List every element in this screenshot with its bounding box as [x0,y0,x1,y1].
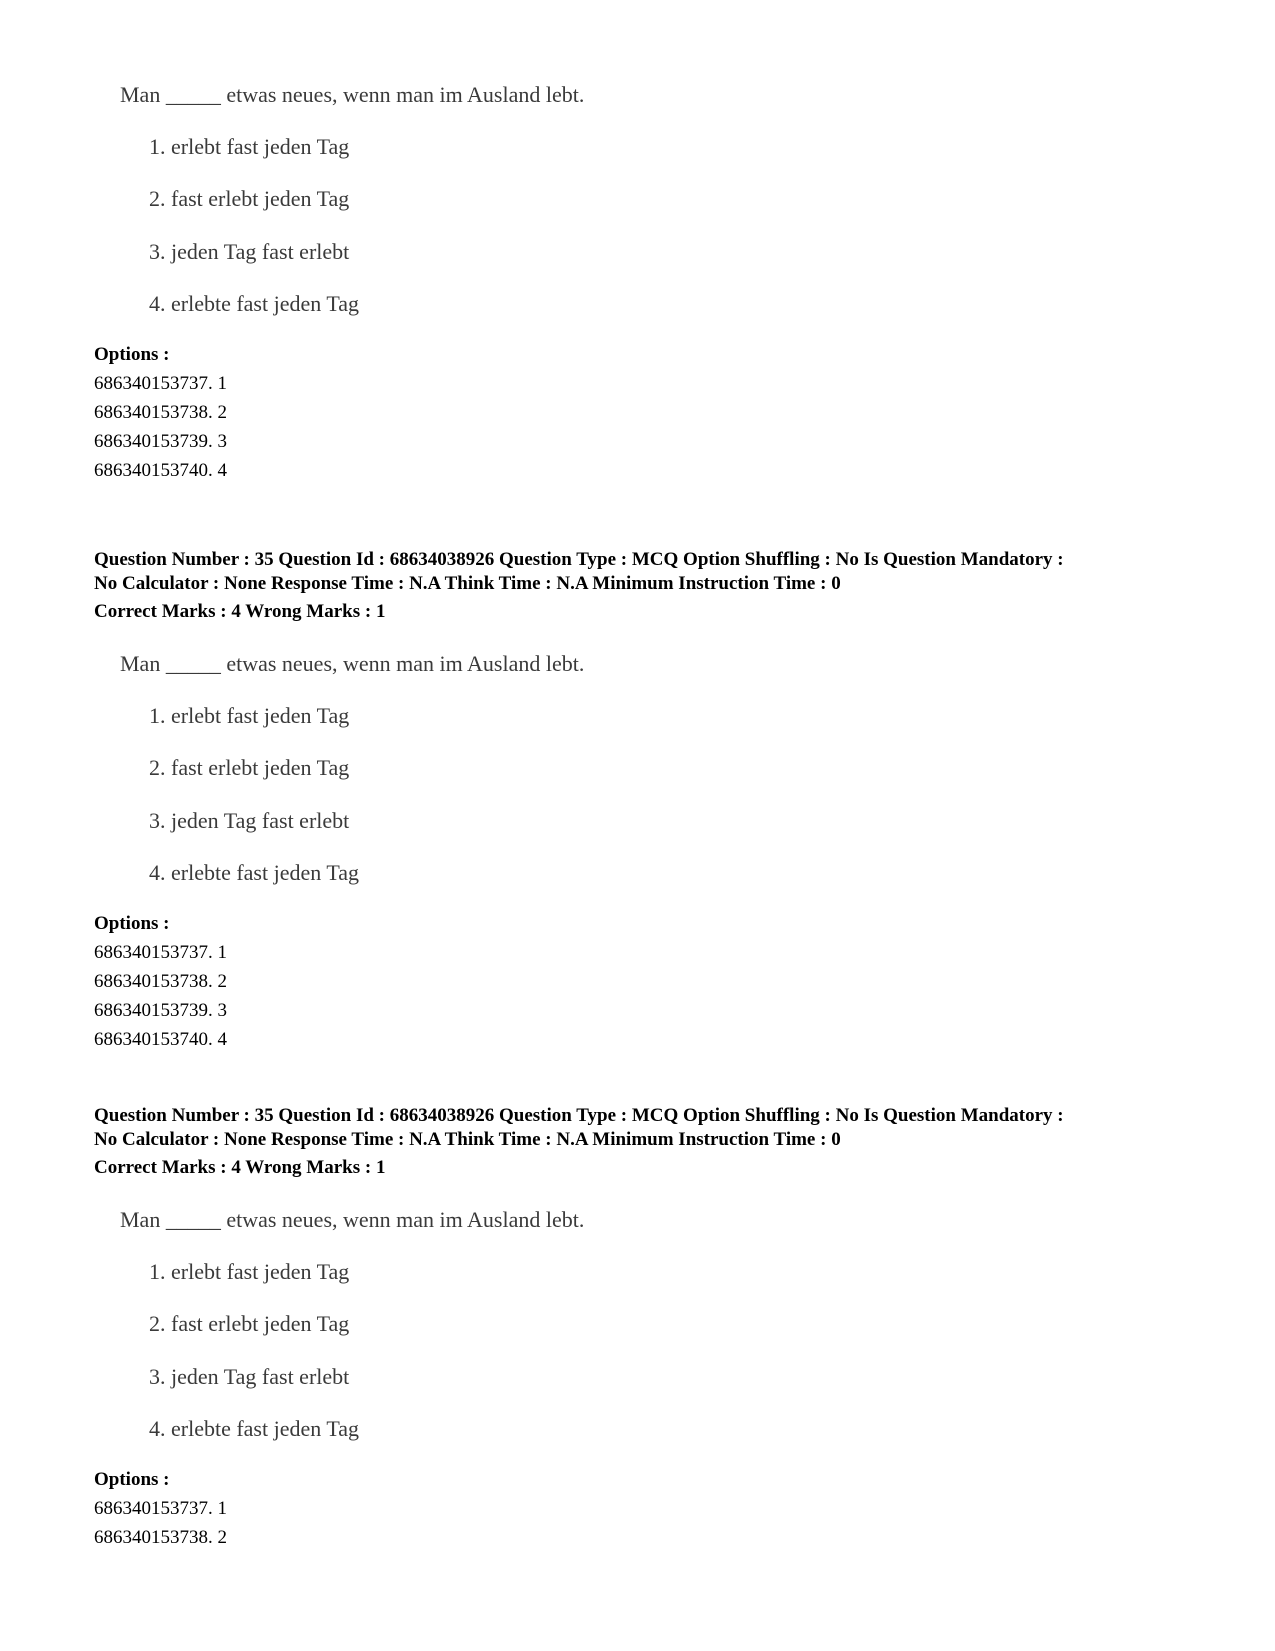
question-stem: Man _____ etwas neues, wenn man im Ausland lebt. [120,82,585,107]
question-block-0 [94,80,1214,485]
option-row: 686340153740. 4 [94,1029,227,1050]
option-row: 686340153737. 1 [94,1498,227,1519]
choice-3: 3. jeden Tag fast erlebt [149,808,350,833]
question-block-2 [94,1104,1214,1552]
choice-4: 4. erlebte fast jeden Tag [149,860,360,885]
question-marks: Correct Marks : 4 Wrong Marks : 1 [94,1157,386,1178]
choice-1: 1. erlebt fast jeden Tag [149,1259,350,1284]
choice-1: 1. erlebt fast jeden Tag [149,703,350,728]
choice-3: 3. jeden Tag fast erlebt [149,239,350,264]
choice-2: 2. fast erlebt jeden Tag [149,1311,350,1336]
choice-1: 1. erlebt fast jeden Tag [149,134,350,159]
question-meta-line-2: No Calculator : None Response Time : N.A Think Time : N.A Minimum Instruction Time : 0 [94,573,841,594]
option-row: 686340153740. 4 [94,460,227,481]
choice-4: 4. erlebte fast jeden Tag [149,291,360,316]
question-meta-line-1: Question Number : 35 Question Id : 68634038926 Question Type : MCQ Option Shuffling : No Is Question Mandatory : [94,549,1064,570]
option-row: 686340153737. 1 [94,942,227,963]
question-image [94,80,1214,330]
question-block-1 [94,548,1214,1054]
option-row: 686340153738. 2 [94,1527,227,1548]
question-meta-line-2: No Calculator : None Response Time : N.A Think Time : N.A Minimum Instruction Time : 0 [94,1129,841,1150]
options-heading: Options : [94,1469,170,1490]
question-image [94,1205,1214,1455]
question-meta [94,548,1214,624]
choice-4: 4. erlebte fast jeden Tag [149,1416,360,1441]
choice-3: 3. jeden Tag fast erlebt [149,1364,350,1389]
choice-2: 2. fast erlebt jeden Tag [149,755,350,780]
option-row: 686340153739. 3 [94,1000,227,1021]
options-heading: Options : [94,913,170,934]
question-meta [94,1104,1214,1180]
option-row: 686340153738. 2 [94,402,227,423]
option-row: 686340153737. 1 [94,373,227,394]
question-marks: Correct Marks : 4 Wrong Marks : 1 [94,601,386,622]
options-heading: Options : [94,344,170,365]
option-row: 686340153738. 2 [94,971,227,992]
question-stem: Man _____ etwas neues, wenn man im Ausland lebt. [120,651,585,676]
option-row: 686340153739. 3 [94,431,227,452]
question-image [94,649,1214,899]
question-meta-line-1: Question Number : 35 Question Id : 68634038926 Question Type : MCQ Option Shuffling : No Is Question Mandatory : [94,1105,1064,1126]
question-stem: Man _____ etwas neues, wenn man im Ausland lebt. [120,1207,585,1232]
choice-2: 2. fast erlebt jeden Tag [149,186,350,211]
